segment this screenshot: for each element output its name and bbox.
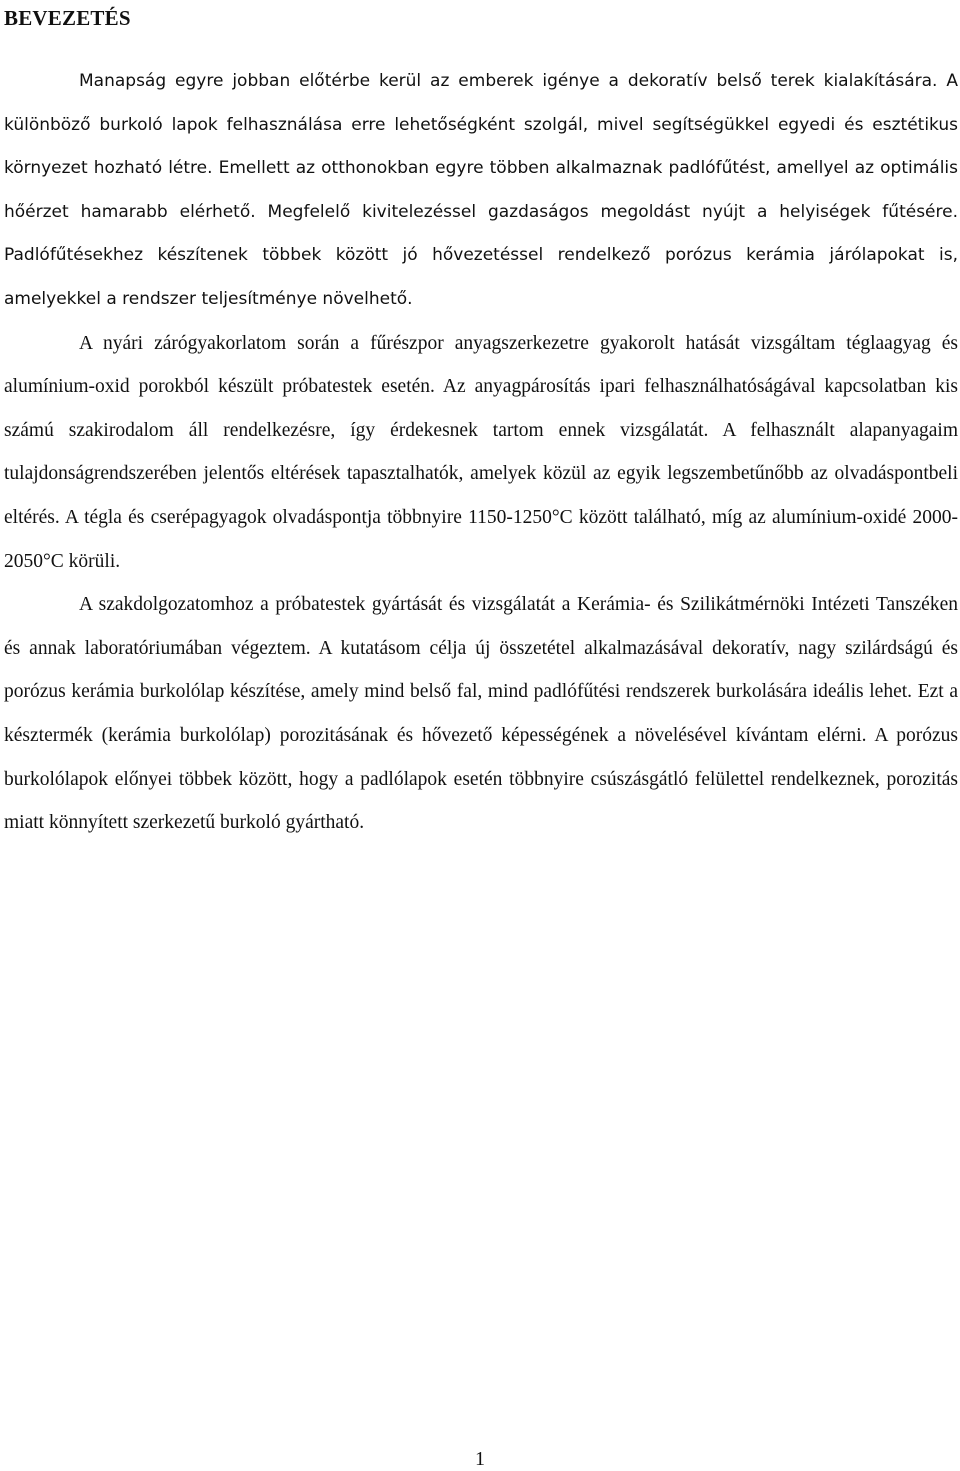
section-heading: BEVEZETÉS [4, 6, 131, 30]
body-text [4, 60, 958, 845]
paragraph-internship: A nyári zárógyakorlatom során a fűrészpor anyagszerkezetre gyakorolt hatását vizsgáltam téglaagyag és alumínium-oxid porokból készült próbatestek esetén. Az anyagpárosítás ipari felhasználhatóságával kapcsolatban kis számú szakirodalom áll rendelkezésre, így érdekesnek tartom ennek vizsgálatát. A felhasznált alapanyagaim tulajdonságrendszerében jelentős eltérések tapasztalhatók, amelyek közül az egyik legszembetűnőbb az olvadáspontbeli eltérés. A tégla és cserépagyagok olvadáspontja többnyire 1150-1250°C között található, míg az alumínium-oxidé 2000-2050°C körüli. [4, 332, 958, 572]
page-number: 1 [475, 1448, 485, 1470]
paragraph-thesis-goal: A szakdolgozatomhoz a próbatestek gyártását és vizsgálatát a Kerámia- és Szilikátmérnöki Intézeti Tanszéken és annak laboratóriumában végeztem. A kutatásom célja új összetétel alkalmazásával dekoratív, nagy szilárdságú és porózus kerámia burkolólap készítése, amely mind belső fal, mind padlófűtési rendszerek burkolására ideális lehet. Ezt a késztermék (kerámia burkolólap) porozitásának és hővezető képességének a növelésével kívántam elérni. A porózus burkolólapok előnyei többek között, hogy a padlólapok esetén többnyire csúszásgátló felülettel rendelkeznek, porozitás miatt könnyített szerkezetű burkoló gyártható. [4, 594, 958, 834]
paragraph-intro: Manapság egyre jobban előtérbe kerül az emberek igénye a dekoratív belső terek kialakítására. A különböző burkoló lapok felhasználása erre lehetőségként szolgál, mivel segítségükkel egyedi és esztétikus környezet hozható létre. Emellett az otthonokban egyre többen alkalmaznak padlófűtést, amellyel az optimális hőérzet hamarabb elérhető. Megfelelő kivitelezéssel gazdaságos megoldást nyújt a helyiségek fűtésére. Padlófűtésekhez készítenek többek között jó hővezetéssel rendelkező porózus kerámia járólapokat is, amelyekkel a rendszer teljesítménye növelhető. [4, 71, 958, 309]
